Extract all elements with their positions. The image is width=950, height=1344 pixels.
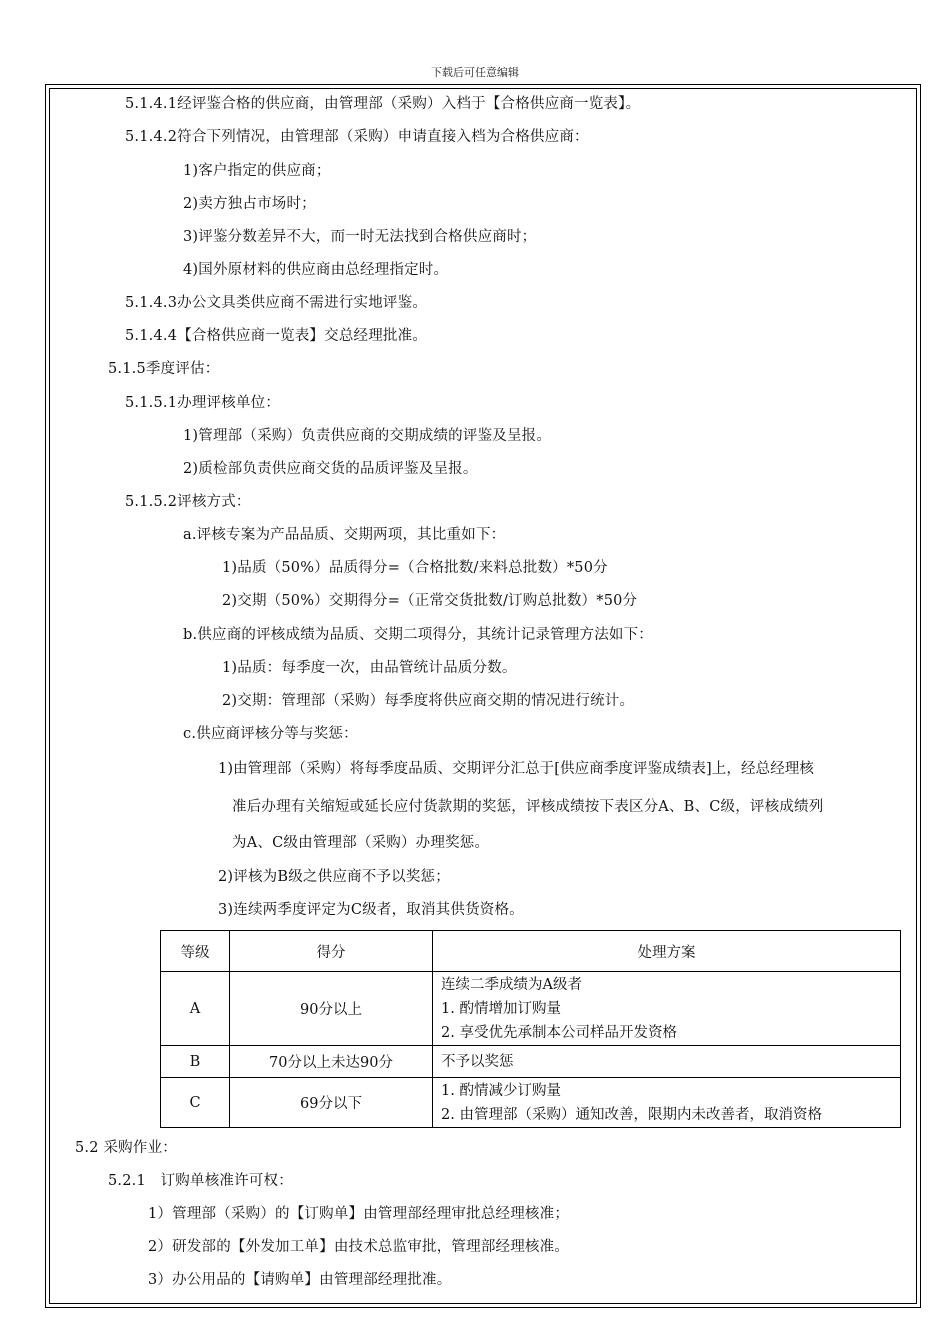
action-line: 1. 酌情增加订购量	[441, 1000, 561, 1017]
list-item: 2)卖方独占市场时；	[183, 196, 316, 212]
grade-cell: B	[161, 1046, 230, 1078]
action-line: 1. 酌情减少订购量	[441, 1082, 561, 1099]
list-item: 1)品质（50%）品质得分=（合格批数/来料总批数）*50分	[222, 560, 608, 576]
clause-5-1-5-1: 5.1.5.1办理评核单位：	[125, 395, 281, 411]
list-item: 2）研发部的【外发加工单】由技术总监审批，管理部经理核准。	[148, 1239, 570, 1255]
clause-5-2-1: 5.2.1 订购单核准许可权：	[108, 1173, 293, 1189]
clause-5-1-4-2: 5.1.4.2符合下列情况，由管理部（采购）申请直接入档为合格供应商：	[125, 129, 589, 145]
score-cell: 90分以上	[230, 972, 433, 1046]
column-header-action: 处理方案	[433, 931, 901, 972]
sub-item-a: a.评核专案为产品品质、交期两项，其比重如下：	[183, 527, 506, 543]
action-cell	[433, 1078, 901, 1128]
column-header-score: 得分	[230, 931, 433, 972]
clause-5-1-4-1: 5.1.4.1经评鉴合格的供应商，由管理部（采购）入档于【合格供应商一览表】。	[125, 96, 641, 112]
list-item: 2)质检部负责供应商交货的品质评鉴及呈报。	[183, 461, 478, 477]
table-header-row	[161, 931, 901, 972]
grade-table	[160, 930, 901, 1128]
clause-5-1-4-4: 5.1.4.4【合格供应商一览表】交总经理批准。	[125, 328, 428, 344]
score-cell: 70分以上未达90分	[230, 1046, 433, 1078]
table-row	[161, 1046, 901, 1078]
list-item: 3)连续两季度评定为C级者，取消其供货资格。	[218, 902, 524, 918]
table-row	[161, 972, 901, 1046]
section-5-1-5: 5.1.5季度评估：	[108, 361, 220, 377]
action-line: 不予以奖惩	[441, 1053, 514, 1070]
paragraph-line: 准后办理有关缩短或延长应付货款期的奖惩，评核成绩按下表区分A、B、C级，评核成绩列	[232, 799, 824, 815]
clause-5-1-5-2: 5.1.5.2评核方式：	[125, 494, 251, 510]
list-item: 2)交期（50%）交期得分=（正常交货批数/订购总批数）*50分	[222, 593, 638, 609]
list-item: 1）管理部（采购）的【订购单】由管理部经理审批总经理核准；	[148, 1206, 570, 1222]
list-item: 1)品质：每季度一次，由品管统计品质分数。	[222, 660, 517, 676]
sub-item-c: c.供应商评核分等与奖惩：	[183, 726, 358, 742]
header-note: 下载后可任意编辑	[431, 66, 519, 79]
column-header-grade: 等级	[161, 931, 230, 972]
action-line: 连续二季成绩为A级者	[441, 976, 582, 993]
list-item: 1)管理部（采购）负责供应商的交期成绩的评鉴及呈报。	[183, 428, 552, 444]
action-line: 2. 由管理部（采购）通知改善，限期内未改善者，取消资格	[441, 1106, 822, 1123]
action-line: 2. 享受优先承制本公司样品开发资格	[441, 1024, 677, 1041]
list-item: 3）办公用品的【请购单】由管理部经理批准。	[148, 1272, 452, 1288]
grade-cell: A	[161, 972, 230, 1046]
list-item: 1)客户指定的供应商；	[183, 163, 331, 179]
sub-item-b: b.供应商的评核成绩为品质、交期二项得分，其统计记录管理方法如下：	[183, 627, 653, 643]
section-5-2: 5.2 采购作业：	[75, 1140, 177, 1156]
clause-5-1-4-3: 5.1.4.3办公文具类供应商不需进行实地评鉴。	[125, 295, 428, 311]
paragraph-line: 为A、C级由管理部（采购）办理奖惩。	[232, 835, 490, 851]
table-row	[161, 1078, 901, 1128]
action-cell	[433, 1046, 901, 1078]
list-item: 2)评核为B级之供应商不予以奖惩；	[218, 869, 450, 885]
list-item: 4)国外原材料的供应商由总经理指定时。	[183, 262, 449, 278]
score-cell: 69分以下	[230, 1078, 433, 1128]
list-item: 3)评鉴分数差异不大，而一时无法找到合格供应商时；	[183, 229, 537, 245]
grade-cell: C	[161, 1078, 230, 1128]
list-item: 2)交期：管理部（采购）每季度将供应商交期的情况进行统计。	[222, 693, 635, 709]
paragraph-line: 1)由管理部（采购）将每季度品质、交期评分汇总于[供应商季度评鉴成绩表]上，经总经理核	[218, 761, 814, 777]
action-cell	[433, 972, 901, 1046]
